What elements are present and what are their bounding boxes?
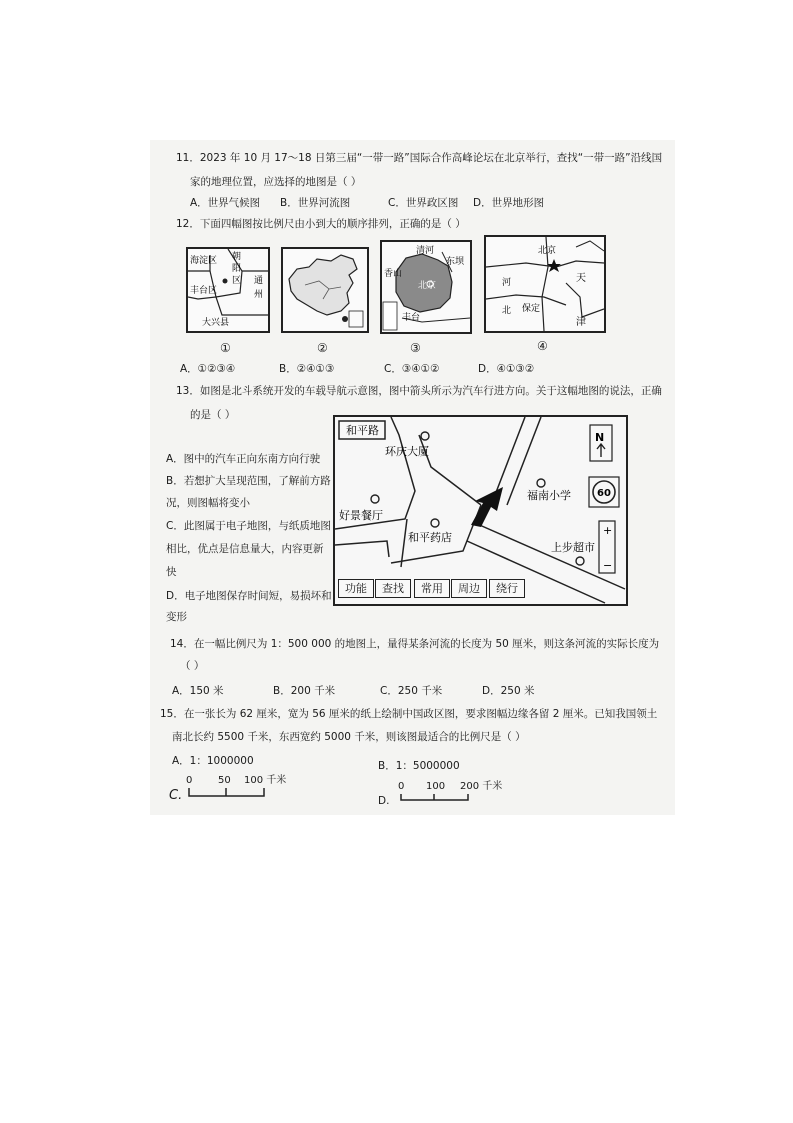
map1-label-yang: 阳 bbox=[232, 264, 242, 274]
q12-stem: 12．下面四幅图按比例尺由小到大的顺序排列，正确的是（ ） bbox=[176, 218, 466, 230]
map3-label-dongba: 东坝 bbox=[446, 257, 465, 267]
q15-option-d-scale-bar bbox=[396, 780, 506, 806]
scale-d-label-100: 100 bbox=[426, 781, 446, 792]
q13-option-c-line1: C．此图属于电子地图，与纸质地图 bbox=[166, 520, 331, 532]
car-direction-arrow bbox=[471, 487, 503, 527]
q11-option-d: D．世界地形图 bbox=[473, 197, 545, 209]
q12-option-b: B．②④①③ bbox=[279, 363, 335, 375]
compass-n-label: N bbox=[595, 431, 605, 444]
q15-option-c-letter: C. bbox=[169, 788, 183, 803]
q14-option-a: A．150 米 bbox=[172, 685, 224, 697]
map4-label-he: 河 bbox=[502, 278, 512, 288]
map1-label-daxing: 大兴县 bbox=[202, 318, 230, 328]
nav-button-detour[interactable]: 绕行 bbox=[489, 579, 525, 598]
place-heping-pharmacy: 和平药店 bbox=[408, 531, 452, 544]
q13-option-a: A．图中的汽车正向东南方向行驶 bbox=[166, 453, 321, 465]
place-funan-school: 福南小学 bbox=[527, 489, 571, 502]
place-shangbu-supermarket: 上步超市 bbox=[551, 541, 595, 554]
q12-map-1 bbox=[186, 247, 270, 333]
q15-stem-line1: 15．在一张长为 62 厘米，宽为 56 厘米的纸上绘制中国政区图，要求图幅边缘各留 2 厘米。已知我国领土 bbox=[160, 708, 658, 720]
scale-d-label-0: 0 bbox=[398, 781, 405, 792]
map1-label-qu: 区 bbox=[232, 276, 242, 286]
nav-button-search[interactable]: 查找 bbox=[375, 579, 411, 598]
q12-option-d: D．④①③② bbox=[478, 363, 535, 375]
map4-label-tian: 天 bbox=[576, 273, 586, 284]
car-navigation-map bbox=[333, 415, 628, 606]
speed-limit-value: 60 bbox=[597, 488, 611, 499]
q13-stem-line1: 13．如图是北斗系统开发的车载导航示意图，图中箭头所示为汽车行进方向。关于这幅地图的说法，正确 bbox=[176, 385, 662, 397]
road-label-heping: 和平路 bbox=[346, 424, 379, 437]
map3-label-xiangshan: 香山 bbox=[384, 269, 403, 279]
q14-option-d: D．250 米 bbox=[482, 685, 535, 697]
nav-button-favorites[interactable]: 常用 bbox=[414, 579, 450, 598]
q11-option-b: B．世界河流图 bbox=[280, 197, 351, 209]
map1-label-chao: 朝 bbox=[232, 252, 242, 262]
map1-label-zhou: 州 bbox=[254, 290, 264, 300]
q15-stem-line2: 南北长约 5500 千米，东西宽约 5000 千米，则该图最适合的比例尺是（ ） bbox=[172, 731, 526, 743]
map3-label-qinghe: 清河 bbox=[416, 246, 435, 256]
q12-map-4 bbox=[484, 235, 606, 333]
q11-option-c: C．世界政区图 bbox=[388, 197, 459, 209]
q11-stem-line1: 11．2023 年 10 月 17～18 日第三届“一带一路”国际合作高峰论坛在北京举行，查找“一带一路”沿线国 bbox=[176, 152, 663, 164]
nav-button-function[interactable]: 功能 bbox=[338, 579, 374, 598]
zoom-out-icon: − bbox=[603, 559, 613, 572]
scale-c-label-50: 50 bbox=[218, 775, 231, 786]
map1-label-haidian: 海淀区 bbox=[190, 256, 218, 266]
scale-c-label-100: 100 千米 bbox=[244, 775, 287, 786]
q15-option-d-letter: D. bbox=[378, 795, 390, 807]
q14-stem-line1: 14．在一幅比例尺为 1：500 000 的地图上，量得某条河流的长度为 50 厘米，则这条河流的实际长度为 bbox=[170, 638, 660, 650]
q15-option-a: A．1：1000000 bbox=[172, 755, 254, 767]
zoom-in-icon: + bbox=[603, 524, 613, 537]
map4-label-baoding: 保定 bbox=[522, 304, 541, 314]
q11-option-a: A．世界气候图 bbox=[190, 197, 261, 209]
china-outline-map bbox=[283, 249, 367, 331]
q12-map-number-4: ④ bbox=[537, 339, 548, 353]
q14-option-c: C．250 千米 bbox=[380, 685, 443, 697]
q13-option-c-line2: 相比，优点是信息量大，内容更新 bbox=[166, 543, 324, 555]
q13-option-b-line1: B．若想扩大呈现范围，了解前方路 bbox=[166, 475, 331, 487]
nav-button-nearby[interactable]: 周边 bbox=[451, 579, 487, 598]
q13-stem-line2: 的是（ ） bbox=[190, 409, 236, 421]
q13-option-d-line2: 变形 bbox=[166, 611, 187, 623]
map3-label-beijing: 北京 bbox=[418, 281, 437, 291]
map4-label-jin: 津 bbox=[576, 317, 586, 328]
q12-option-a: A．①②③④ bbox=[180, 363, 236, 375]
q12-map-number-3: ③ bbox=[410, 341, 421, 355]
q12-option-c: C．③④①② bbox=[384, 363, 440, 375]
q12-map-2 bbox=[281, 247, 369, 333]
q12-map-number-2: ② bbox=[317, 341, 328, 355]
map1-label-fengtai: 丰台区 bbox=[190, 286, 218, 296]
place-haojing-restaurant: 好景餐厅 bbox=[339, 509, 383, 522]
q15-option-c-scale-bar bbox=[186, 774, 287, 800]
q11-stem-line2: 家的地理位置，应选择的地图是（ ） bbox=[190, 176, 362, 188]
map1-label-tong: 通 bbox=[254, 276, 264, 286]
q12-map-3 bbox=[380, 240, 472, 334]
q15-option-b: B．1：5000000 bbox=[378, 760, 460, 772]
q14-option-b: B．200 千米 bbox=[273, 685, 336, 697]
scale-d-label-200: 200 千米 bbox=[460, 781, 503, 792]
map4-label-beijing: 北京 bbox=[538, 246, 557, 256]
q12-map-number-1: ① bbox=[220, 341, 231, 355]
q13-option-c-line3: 快 bbox=[166, 566, 177, 578]
scale-c-label-0: 0 bbox=[186, 775, 193, 786]
map4-label-bei: 北 bbox=[502, 306, 512, 316]
q14-stem-line2: （ ） bbox=[180, 660, 205, 672]
q13-option-d-line1: D．电子地图保存时间短，易损坏和 bbox=[166, 590, 332, 602]
map3-label-fengtai: 丰台 bbox=[402, 313, 421, 323]
q13-option-b-line2: 况，则图幅将变小 bbox=[166, 497, 250, 509]
place-huanqing-building: 环庆大厦 bbox=[385, 445, 429, 458]
